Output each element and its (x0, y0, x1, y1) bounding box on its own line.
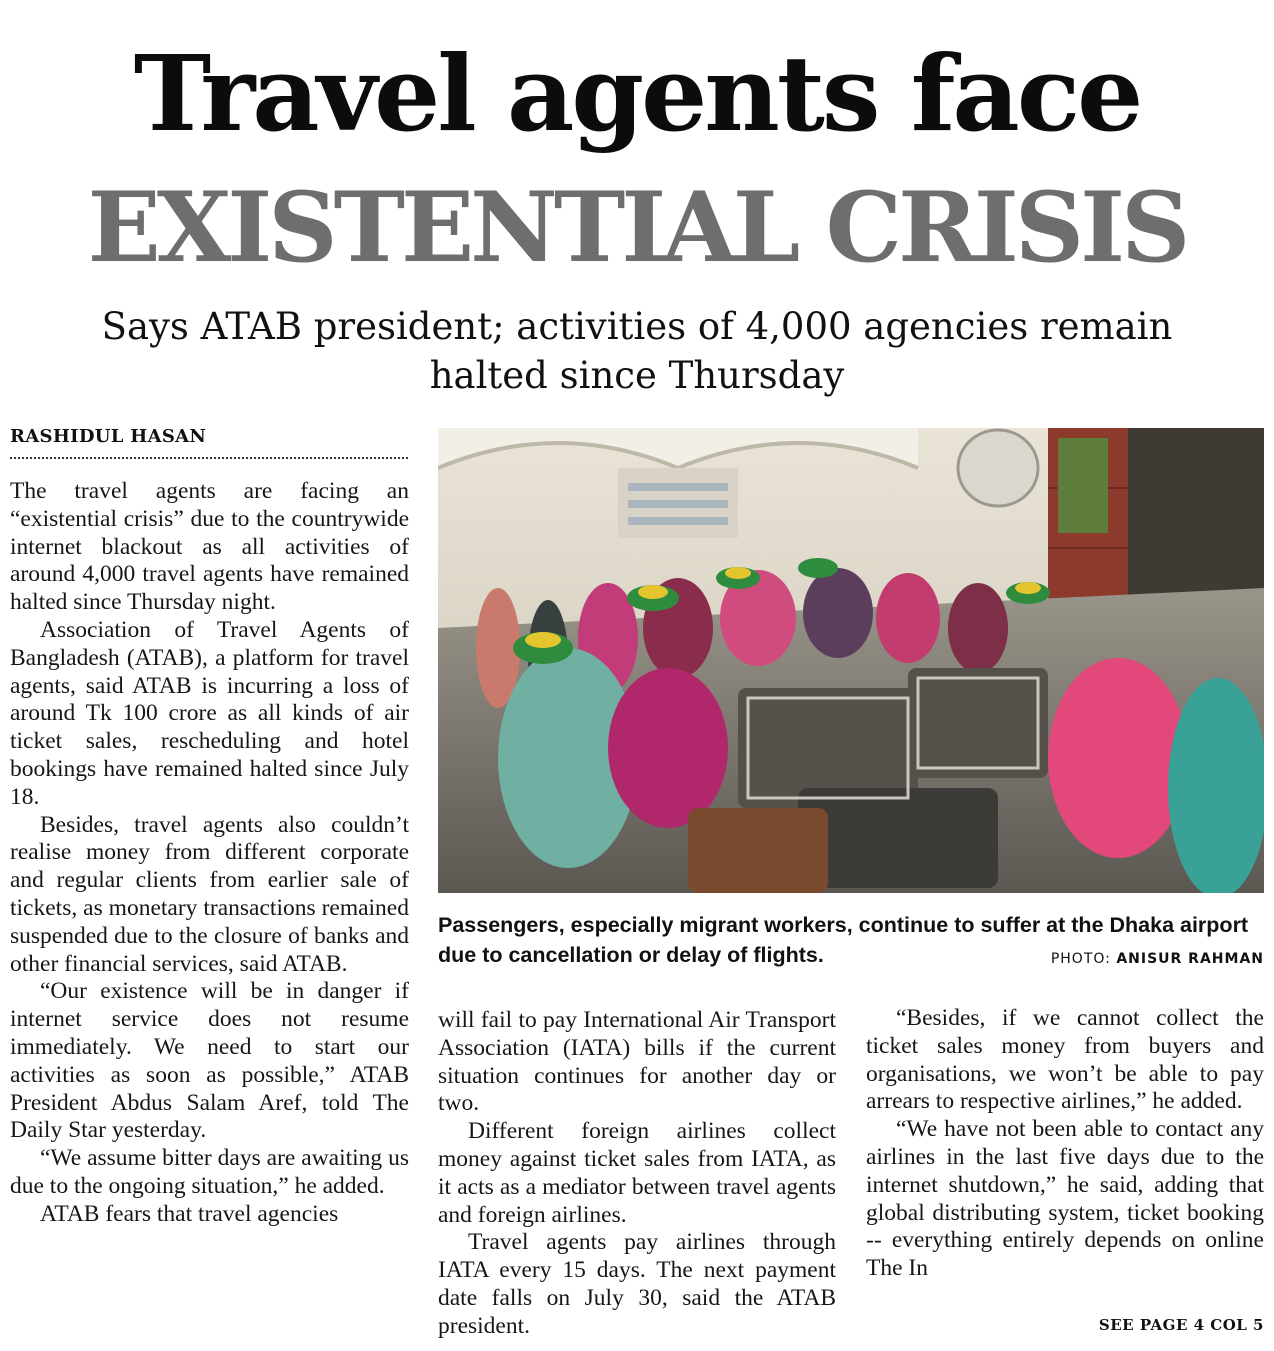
photo-credit (1051, 951, 1264, 967)
paragraph: The travel agents are facing an “existential crisis” due to the countrywide internet blackout as all activities of around 4,000 travel agents have remained halted since Thursday night. (10, 478, 409, 616)
paragraph: ATAB fears that travel agencies (40, 1200, 339, 1227)
photo-credit-name: ANISUR RAHMAN (1116, 951, 1264, 967)
paragraph: Different foreign airlines collect money against ticket sales from IATA, as it acts as a mediator between travel agents and foreign airlines. (438, 1118, 836, 1228)
paragraph: “We have not been able to contact any airlines in the last five days due to the internet shutdown,” he said, adding that global distributing system, ticket booking -- everything entirely depends on online The In (866, 1116, 1264, 1282)
paragraph: “Besides, if we cannot collect the ticket sales money from buyers and organisations, we won’t be able to pay arrears to respective airlines,” he added. (866, 1005, 1264, 1115)
subheadline: Says ATAB president; activities of 4,000 agencies remain halted since Thursday (101, 305, 1173, 397)
paragraph: Besides, travel agents also couldn’t realise money from different corporate and regular clients from earlier sale of tickets, as monetary transactions remained suspended due to the closure of banks and other financial services, said ATAB. (10, 811, 409, 977)
photo-caption: Passengers, especially migrant workers, continue to suffer at the Dhaka airport due to cancellation or delay of flights. (438, 913, 1249, 967)
headline-line-2: EXISTENTIAL CRISIS (87, 171, 1187, 284)
paragraph: “Our existence will be in danger if internet service does not resume immediately. We need to start our activities as soon as possible,” ATAB President Abdus Salam Aref, told The Daily Star yesterday. (10, 978, 409, 1144)
paragraph: “We assume bitter days are awaiting us due to the ongoing situation,” he added. (10, 1145, 409, 1199)
paragraph: Association of Travel Agents of Bangladesh (ATAB), a platform for travel agents, said ATAB is incurring a loss of around Tk 100 crore as all kinds of air ticket sales, rescheduling and hotel bookings have remained halted since July 18. (10, 616, 409, 810)
article-column-2 (438, 1007, 836, 1341)
jump-line: SEE PAGE 4 COL 5 (1098, 1316, 1264, 1334)
article-column-3 (866, 1005, 1264, 1283)
byline: RASHIDUL HASAN (10, 423, 408, 459)
news-photo (438, 428, 1264, 893)
photo-credit-label: PHOTO: (1050, 951, 1111, 967)
airport-crowd-illustration (438, 428, 1264, 893)
paragraph: will fail to pay International Air Transport Association (IATA) bills if the current situation continues for another day or two. (438, 1007, 836, 1117)
paragraph: Travel agents pay airlines through IATA every 15 days. The next payment date falls on July 30, said the ATAB president. (438, 1229, 836, 1339)
headline-line-1: Travel agents face (133, 32, 1141, 155)
article-column-1 (10, 478, 409, 1229)
